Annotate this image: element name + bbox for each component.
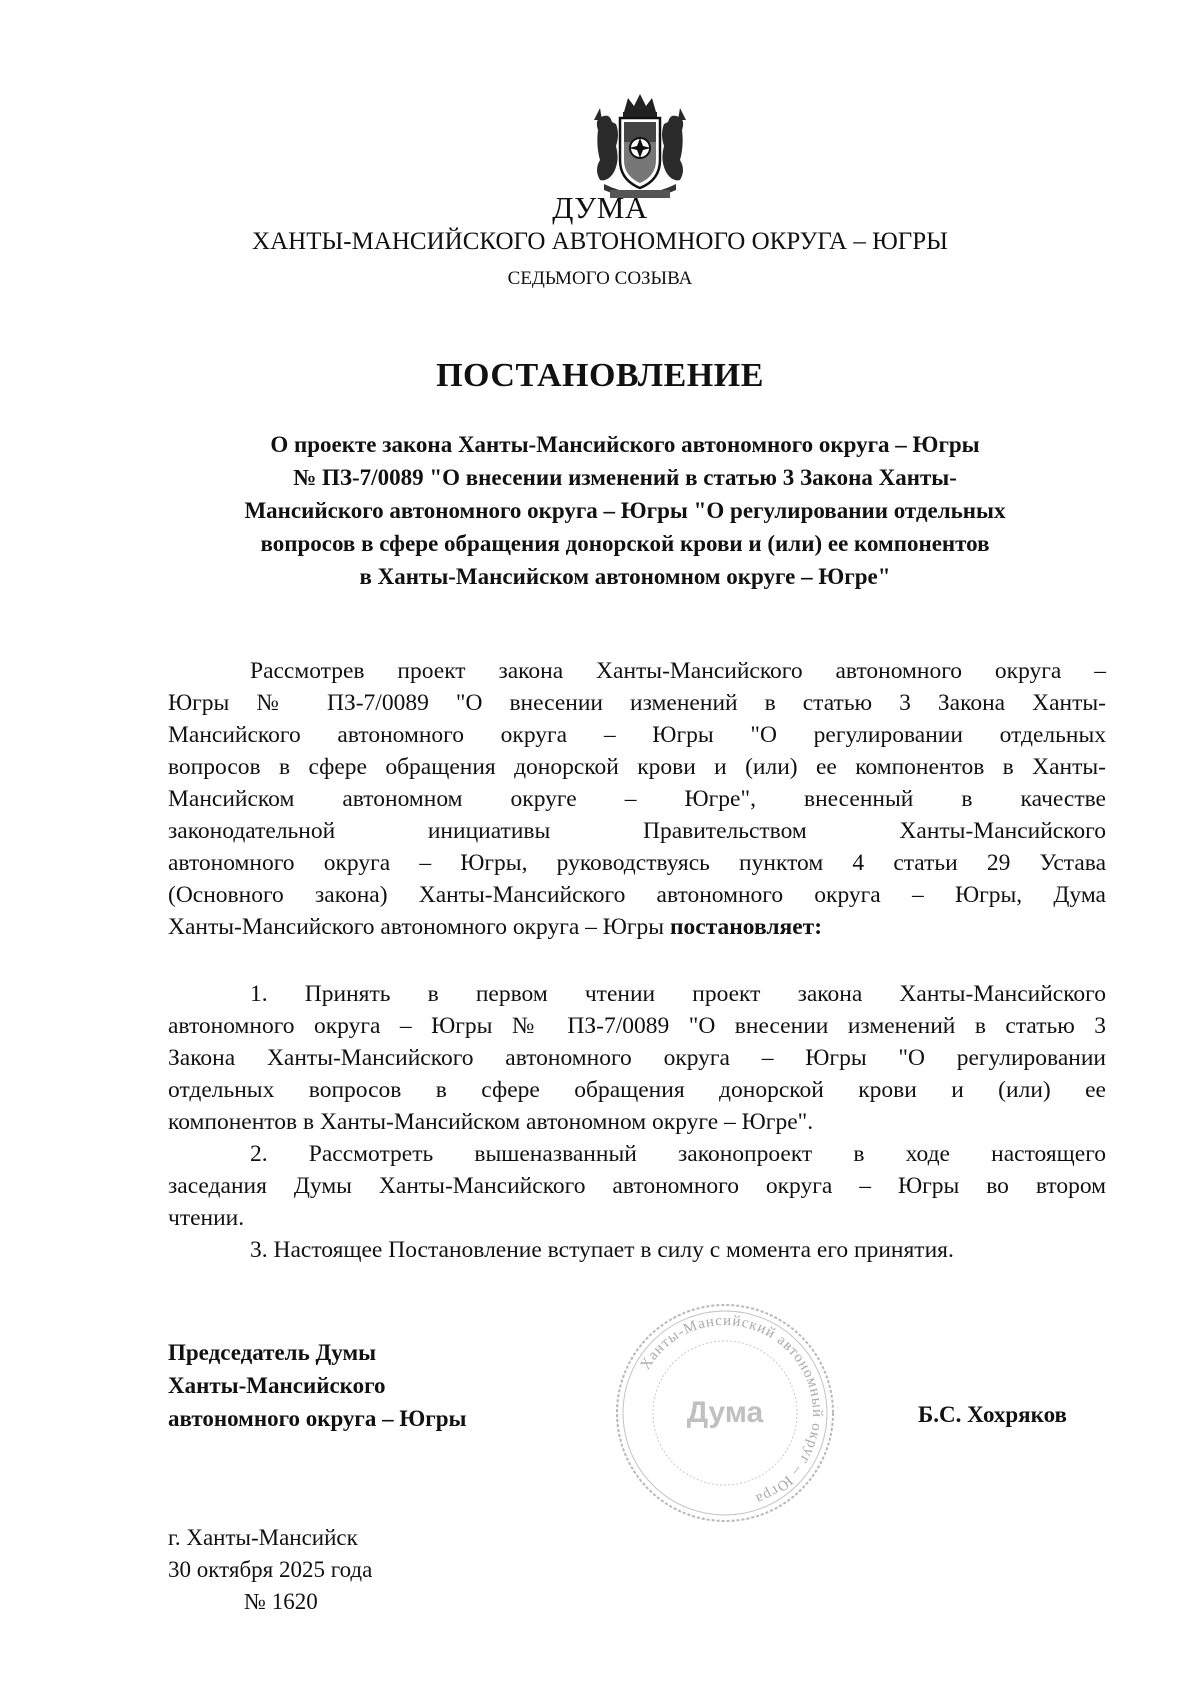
preamble-paragraph: [168, 655, 1106, 943]
preamble-line: Рассмотрев проект закона Ханты-Мансийского автономного округа –: [250, 658, 1106, 684]
preamble-line: Мансийском автономном округе – Югре", внесенный в качестве: [168, 786, 1106, 812]
preamble-last-text: Ханты-Мансийского автономного округа – Югры: [168, 914, 665, 940]
signatory-name: Б.С. Хохряков: [918, 1402, 1067, 1427]
point-1-line: 1. Принять в первом чтении проект закона Ханты-Мансийского: [250, 981, 1106, 1007]
city: г. Ханты-Мансийск: [168, 1525, 358, 1550]
signatory-title-line: автономного округа – Югры: [168, 1406, 467, 1431]
document-type-title: ПОСТАНОВЛЕНИЕ: [436, 357, 764, 394]
document-number: № 1620: [244, 1589, 318, 1614]
convocation-heading: СЕДЬМОГО СОЗЫВА: [507, 268, 693, 289]
stamp-center-text: Дума: [686, 1396, 764, 1429]
preamble-line: (Основного закона) Ханты-Мансийского автономного округа – Югры, Дума: [168, 882, 1106, 908]
subject-line: № ПЗ-7/0089 "О внесении изменений в статью 3 Закона Ханты-: [293, 465, 957, 490]
point-2-line: 2. Рассмотреть вышеназванный законопроект в ходе настоящего: [250, 1141, 1106, 1167]
resolves-keyword: постановляет:: [669, 914, 823, 940]
preamble-line: Югры № ПЗ-7/0089 "О внесении изменений в статью 3 Закона Ханты-: [168, 690, 1106, 716]
point-2-line: заседания Думы Ханты-Мансийского автономного округа – Югры во втором: [168, 1173, 1106, 1199]
point-1-line: автономного округа – Югры № ПЗ-7/0089 "О внесении изменений в статью 3: [168, 1013, 1106, 1039]
point-3-line: 3. Настоящее Постановление вступает в силу с момента его принятия.: [250, 1237, 954, 1263]
place-and-date: [168, 1522, 372, 1618]
subject-line: О проекте закона Ханты-Мансийского автономного округа – Югры: [270, 432, 980, 457]
preamble-last-line: [168, 911, 1106, 943]
preamble-line: автономного округа – Югры, руководствуясь пунктом 4 статьи 29 Устава: [168, 850, 1106, 876]
stamp-ring-text: Ханты-Мансийский автономный округ – Югра: [637, 1312, 826, 1508]
point-1-line: компонентов в Ханты-Мансийском автономном округе – Югре".: [168, 1109, 814, 1135]
point-2-line: чтении.: [168, 1205, 245, 1231]
document-subject: [150, 428, 1100, 593]
signatory-title: [168, 1336, 466, 1435]
date: 30 октября 2025 года: [168, 1557, 373, 1582]
subject-line: вопросов в сфере обращения донорской крови и (или) ее компонентов: [260, 531, 990, 556]
okrug-heading: ХАНТЫ-МАНСИЙСКОГО АВТОНОМНОГО ОКРУГА – ЮГРЫ: [252, 228, 948, 255]
duma-heading: ДУМА: [552, 190, 648, 225]
official-stamp: [610, 1298, 840, 1528]
signatory-title-line: Председатель Думы: [168, 1340, 377, 1365]
point-1-line: отдельных вопросов в сфере обращения донорской крови и (или) ее: [168, 1077, 1106, 1103]
coat-of-arms-icon: [590, 90, 690, 205]
preamble-line: вопросов в сфере обращения донорской крови и (или) ее компонентов в Ханты-: [168, 754, 1106, 780]
resolution-points: [168, 978, 1106, 1266]
subject-line: в Ханты-Мансийском автономном округе – Югре": [359, 564, 891, 589]
preamble-line: законодательной инициативы Правительством Ханты-Мансийского: [168, 818, 1106, 844]
signatory-title-line: Ханты-Мансийского: [168, 1373, 386, 1398]
preamble-line: Мансийского автономного округа – Югры "О регулировании отдельных: [168, 722, 1106, 748]
point-1-line: Закона Ханты-Мансийского автономного округа – Югры "О регулировании: [168, 1045, 1106, 1071]
subject-line: Мансийского автономного округа – Югры "О регулировании отдельных: [244, 498, 1006, 523]
